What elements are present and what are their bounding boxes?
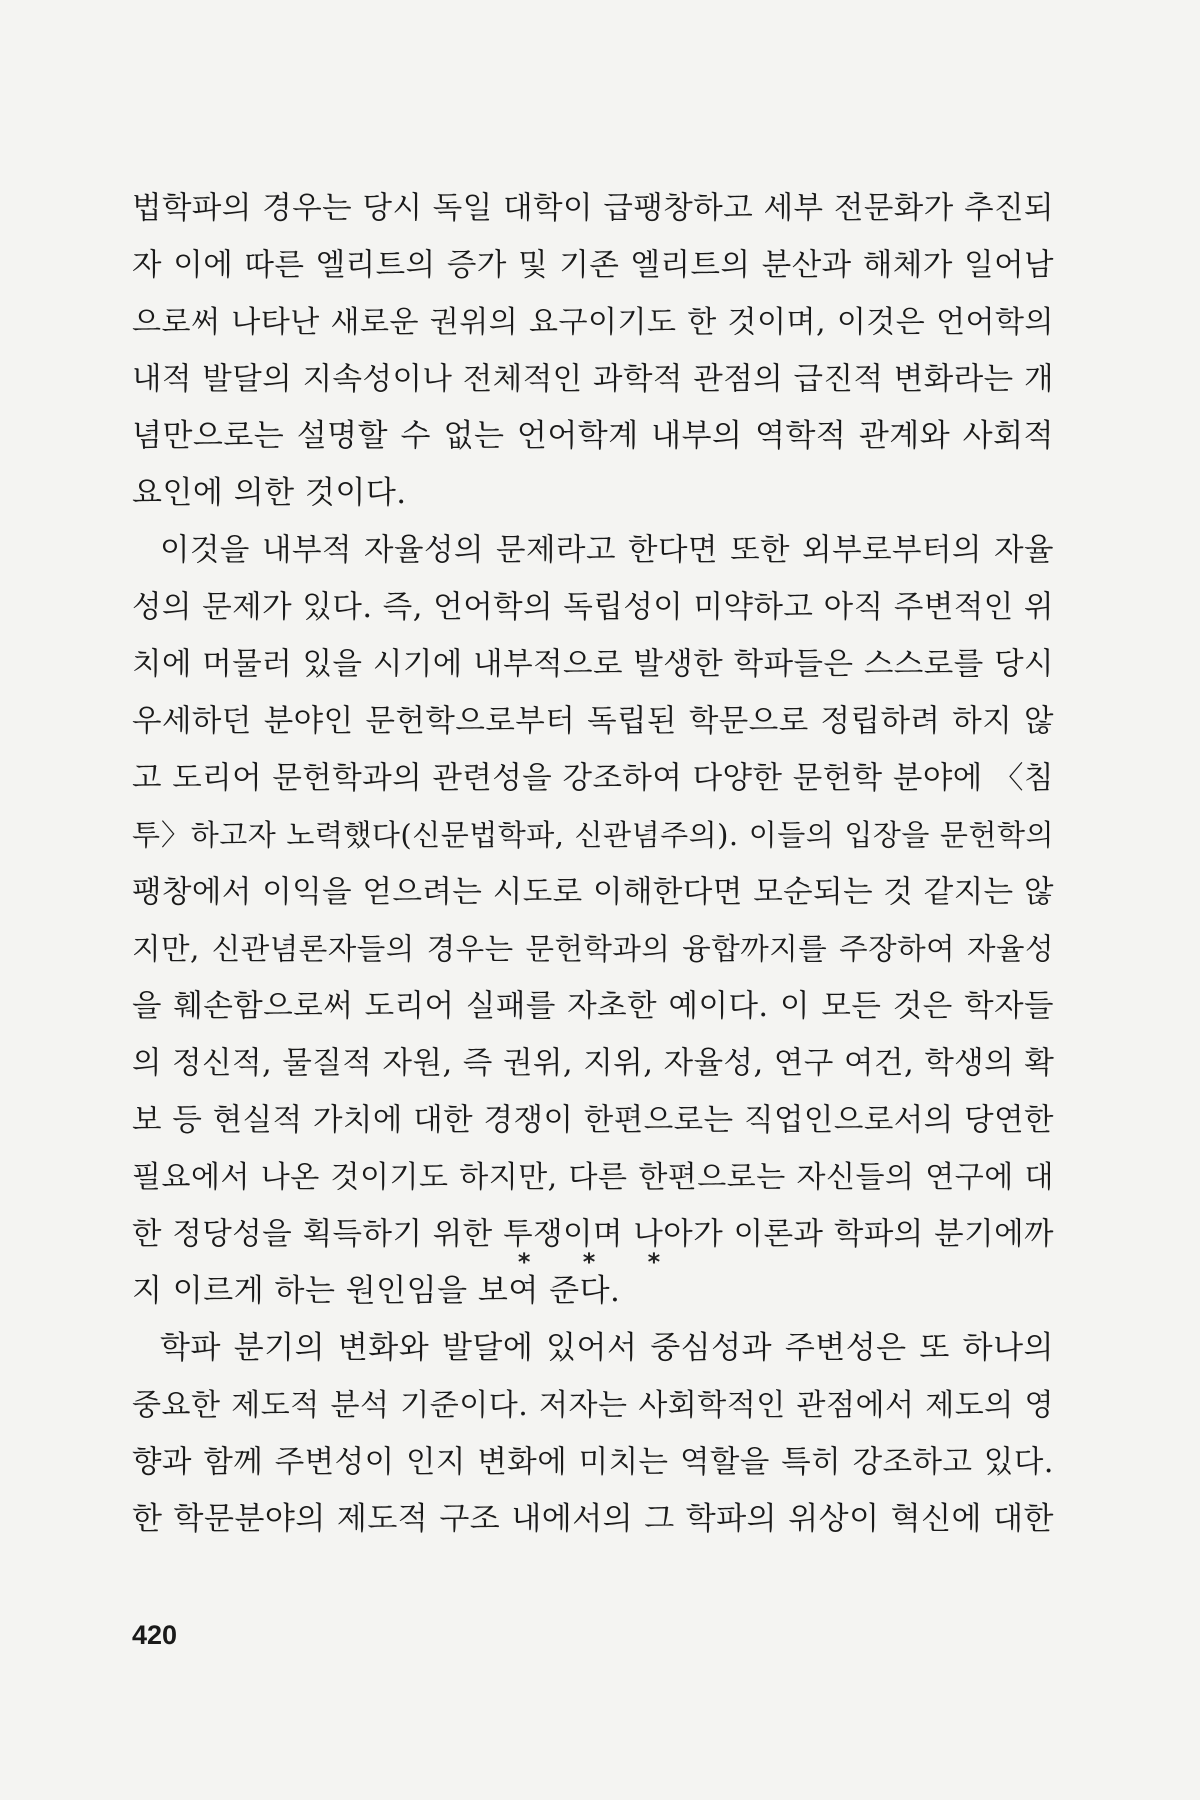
main-text-lower — [132, 1320, 1054, 1548]
text-line: 이것을 내부적 자율성의 문제라고 한다면 또한 외부로부터의 자율 — [160, 533, 1054, 568]
main-text-upper — [132, 180, 1054, 1320]
text-line: 지만, 신관념론자들의 경우는 문헌학과의 융합까지를 주장하여 자율성 — [132, 932, 1054, 966]
paragraph-1 — [132, 180, 1054, 522]
text-line: 중요한 제도적 분석 기준이다. 저자는 사회학적인 관점에서 제도의 영 — [132, 1388, 1054, 1423]
text-line: 고 도리어 문헌학과의 관련성을 강조하여 다양한 문헌학 분야에 〈침 — [132, 761, 1054, 796]
text-line: 으로써 나타난 새로운 권위의 요구이기도 한 것이며, 이것은 언어학의 — [132, 305, 1054, 340]
section-separator: * * * — [517, 1248, 683, 1276]
text-line: 필요에서 나온 것이기도 하지만, 다른 한편으로는 자신들의 연구에 대 — [132, 1160, 1054, 1195]
text-line: 요인에 의한 것이다. — [132, 475, 407, 511]
text-line: 한 학문분야의 제도적 구조 내에서의 그 학파의 위상이 혁신에 대한 — [132, 1501, 1054, 1537]
text-line: 보 등 현실적 가치에 대한 경쟁이 한편으로는 직업인으로서의 당연한 — [132, 1103, 1054, 1138]
text-line: 투〉하고자 노력했다(신문법학파, 신관념주의). 이들의 입장을 문헌학의 — [132, 818, 1054, 852]
paragraph-3 — [132, 1320, 1054, 1548]
text-line: 치에 머물러 있을 시기에 내부적으로 발생한 학파들은 스스로를 당시 — [132, 647, 1054, 682]
page-number: 420 — [132, 1620, 178, 1650]
text-line: 우세하던 분야인 문헌학으로부터 독립된 학문으로 정립하려 하지 않 — [132, 704, 1054, 739]
text-line: 학파 분기의 변화와 발달에 있어서 중심성과 주변성은 또 하나의 — [160, 1330, 1054, 1366]
text-line: 을 훼손함으로써 도리어 실패를 자초한 예이다. 이 모든 것은 학자들 — [132, 989, 1054, 1024]
text-line: 자 이에 따른 엘리트의 증가 및 기존 엘리트의 분산과 해체가 일어남 — [132, 248, 1054, 283]
text-line: 법학파의 경우는 당시 독일 대학이 급팽창하고 세부 전문화가 추진되 — [132, 191, 1054, 226]
text-line: 내적 발달의 지속성이나 전체적인 과학적 관점의 급진적 변화라는 개 — [132, 362, 1054, 397]
text-line: 성의 문제가 있다. 즉, 언어학의 독립성이 미약하고 아직 주변적인 위 — [132, 590, 1054, 625]
text-line: 념만으로는 설명할 수 없는 언어학계 내부의 역학적 관계와 사회적 — [132, 418, 1054, 454]
text-line: 지 이르게 하는 원인임을 보여 준다. — [132, 1273, 621, 1309]
text-line: 향과 함께 주변성이 인지 변화에 미치는 역할을 특히 강조하고 있다. — [132, 1445, 1054, 1480]
paragraph-2 — [132, 522, 1054, 1320]
text-line: 팽창에서 이익을 얻으려는 시도로 이해한다면 모순되는 것 같지는 않 — [132, 875, 1054, 910]
text-line: 한 정당성을 획득하기 위한 투쟁이며 나아가 이론과 학파의 분기에까 — [132, 1217, 1054, 1252]
text-line: 의 정신적, 물질적 자원, 즉 권위, 지위, 자율성, 연구 여건, 학생의 확 — [132, 1046, 1055, 1081]
